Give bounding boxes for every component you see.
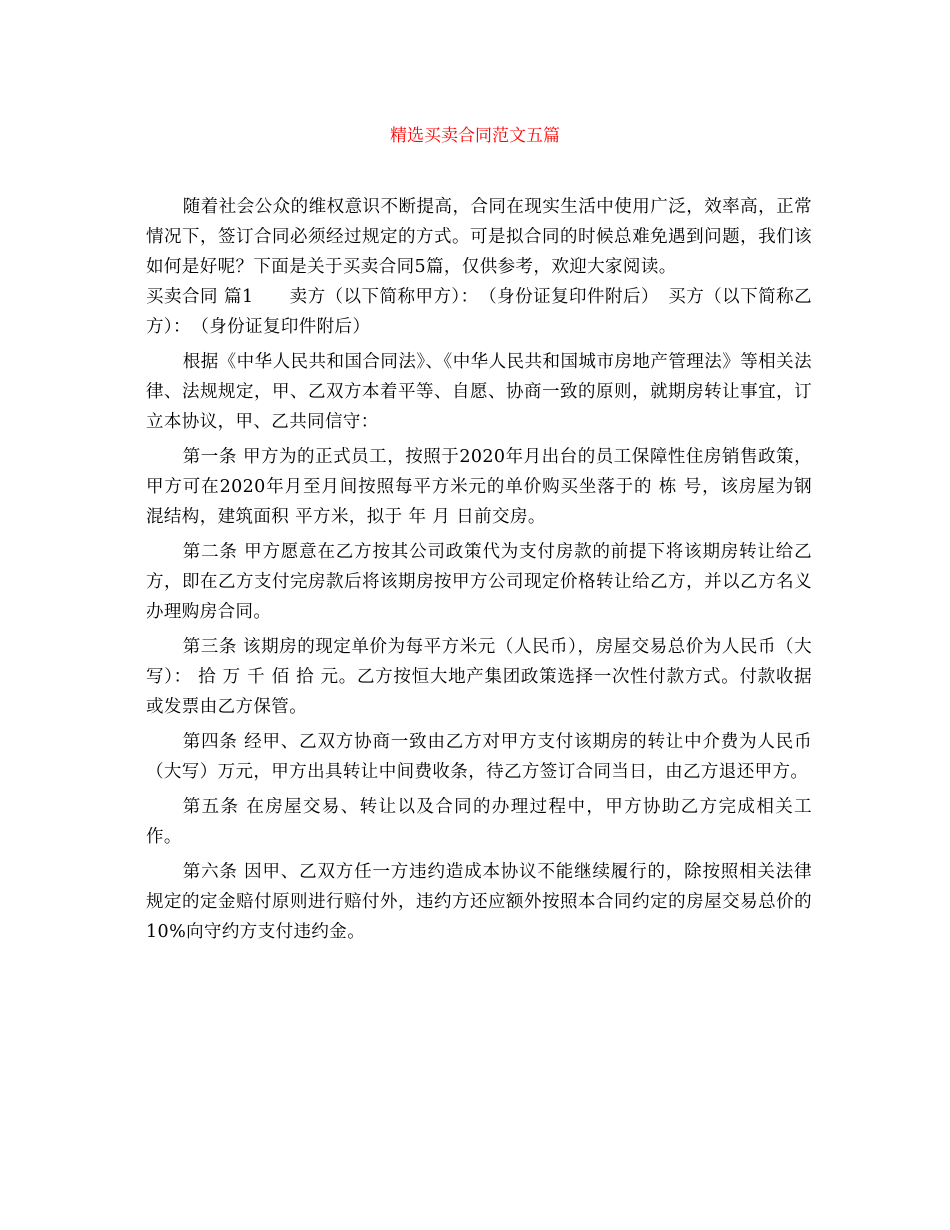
document-title: 精选买卖合同范文五篇 [390,126,560,146]
section-heading: 买卖合同 篇1 [146,287,254,307]
article-4: 第四条 经甲、乙双方协商一致由乙方对甲方支付该期房的转让中介费为人民币（大写）万元，甲方出具转让中间费收条，待乙方签订合同当日，由乙方退还甲方。 [146,732,812,782]
article-6: 第六条 因甲、乙双方任一方违约造成本协议不能继续履行的，除按照相关法律规定的定金赔付原则进行赔付外，违约方还应额外按照本合同约定的房屋交易总价的10%向守约方支付违约金。 [146,862,812,942]
article-2: 第二条 甲方愿意在乙方按其公司政策代为支付房款的前提下将该期房转让给乙方，即在乙方支付完房款后将该期房按甲方公司现定价格转让给乙方，并以乙方名义办理购房合同。 [146,542,812,622]
intro-text: 随着社会公众的维权意识不断提高，合同在现实生活中使用广泛，效率高，正常情况下，签订合同必须经过规定的方式。可是拟合同的时候总难免遇到问题，我们该如何是好呢？下面是关于买卖合同5篇，仅供参考，欢迎大家阅读。 [146,197,812,277]
preamble-paragraph: 根据《中华人民共和国合同法》、《中华人民共和国城市房地产管理法》等相关法律、法规规定，甲、乙双方本着平等、自愿、协商一致的原则，就期房转让事宜，订立本协议，甲、乙共同信守： [146,352,812,432]
intro-paragraph [146,192,812,342]
article-1: 第一条 甲方为的正式员工，按照于2020年月出台的员工保障性住房销售政策，甲方可在2020年月至月间按照每平方米元的单价购买坐落于的 栋 号，该房屋为钢混结构，建筑面积 平方米，拟于 年 月 日前交房。 [146,447,812,527]
document-body [146,192,812,952]
article-5: 第五条 在房屋交易、转让以及合同的办理过程中，甲方协助乙方完成相关工作。 [146,797,812,847]
article-3: 第三条 该期房的现定单价为每平方米元（人民币），房屋交易总价为人民币（大写）： 拾 万 千 佰 拾 元。乙方按恒大地产集团政策选择一次性付款方式。付款收据或发票由乙方保管。 [146,637,812,717]
parties-text: 卖方（以下简称甲方）： （身份证复印件附后） 买方（以下简称乙方）： （身份证复印件附后） [146,287,812,337]
